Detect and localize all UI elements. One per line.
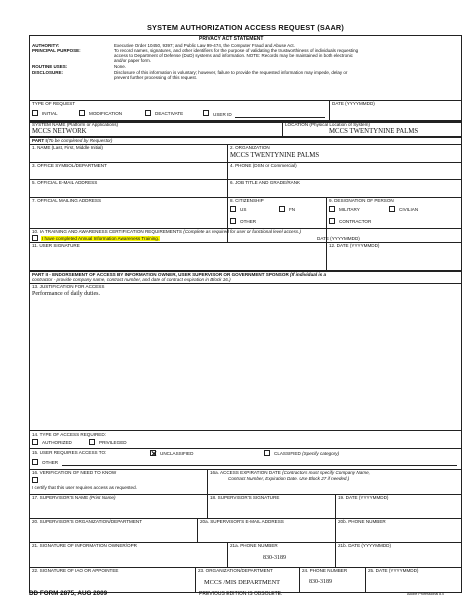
modification-checkbox[interactable] bbox=[79, 110, 85, 116]
us-checkbox[interactable] bbox=[230, 206, 236, 212]
software-note: Adobe Professional 8.0 bbox=[407, 592, 445, 596]
expiration-title: 16a. ACCESS EXPIRATION DATE bbox=[210, 470, 281, 475]
part1-heading: PART I bbox=[32, 138, 47, 143]
justification-label: 13. JUSTIFICATION FOR ACCESS bbox=[32, 284, 105, 289]
user-id-field[interactable] bbox=[235, 117, 325, 118]
unclassified-checkbox[interactable] bbox=[150, 450, 156, 456]
job-title-label: 6. JOB TITLE AND GRADE/RANK bbox=[230, 180, 301, 185]
supervisor-phone-label: 20b. PHONE NUMBER bbox=[338, 519, 386, 524]
user-sign-date-label: 12. DATE (YYYYMMDD) bbox=[329, 243, 380, 248]
other-access-checkbox[interactable] bbox=[32, 459, 38, 465]
location-value[interactable]: MCCS TWENTYNINE PALMS bbox=[329, 128, 419, 135]
iao-org-label: 23. ORGANIZATION/DEPARTMENT bbox=[198, 568, 273, 573]
need-to-know-text: I certify that this user requires access as requested. bbox=[32, 485, 137, 490]
office-symbol-label: 3. OFFICE SYMBOL/DEPARTMENT bbox=[32, 163, 107, 168]
iao-org-value[interactable]: MCCS /MIS DEPARTMENT bbox=[204, 579, 281, 586]
classified-checkbox[interactable] bbox=[264, 450, 270, 456]
citizenship-label: 8. CITIZENSHIP bbox=[230, 198, 264, 203]
routine-text: None. bbox=[114, 64, 127, 69]
contractor-label: CONTRACTOR bbox=[339, 219, 372, 224]
user-id-checkbox[interactable] bbox=[203, 110, 209, 116]
privileged-label: PRIVILEGED bbox=[99, 440, 127, 445]
supervisor-name-note: (Print Name) bbox=[89, 495, 116, 500]
phone-label: 4. PHONE (DSN or Commercial) bbox=[230, 163, 297, 168]
authority-label: AUTHORITY: bbox=[32, 43, 60, 48]
iao-phone-label: 24. PHONE NUMBER bbox=[302, 568, 348, 573]
previous-edition-note: PREVIOUS EDITION IS OBSOLETE. bbox=[199, 591, 283, 597]
supervisor-email-label: 20a. SUPERVISOR'S E-MAIL ADDRESS bbox=[200, 519, 284, 524]
ia-training-text: I have completed Annual Information Awareness Training. bbox=[42, 236, 160, 241]
type-of-request-label: TYPE OF REQUEST bbox=[32, 101, 76, 106]
system-name-value[interactable]: MCCS NETWORK bbox=[32, 128, 87, 135]
part2-heading-note-2: contractor - provide company name, contract number, and date of contract expiration in Block 16.) bbox=[32, 277, 231, 282]
iao-phone-value[interactable]: 830-3189 bbox=[309, 579, 332, 585]
ia-training-checkbox[interactable] bbox=[32, 235, 38, 241]
purpose-label: PRINCIPAL PURPOSE: bbox=[32, 48, 81, 53]
expiration-note-2: Contract Number, Expiration Date. Use Block 27 if needed.) bbox=[228, 476, 350, 481]
part2-heading-note-1: (If individual is a bbox=[290, 272, 327, 277]
ia-training-date-label: DATE (YYYYMMDD) bbox=[317, 236, 360, 241]
military-label: MILITARY bbox=[339, 207, 360, 212]
iao-signature-label: 22. SIGNATURE OF IAO OR APPOINTEE bbox=[32, 568, 119, 573]
disclosure-text-1: Disclosure of this information is voluntary; however, failure to provide the requested information may impede, delay or bbox=[114, 70, 348, 75]
part2-heading-text: PART II - ENDORSEMENT OF ACCESS BY INFORMATION OWNER, USER SUPERVISOR OR GOVERNMENT SPONSOR bbox=[32, 272, 289, 277]
owner-date-label: 21b. DATE (YYYYMMDD) bbox=[338, 543, 392, 548]
supervisor-signature-label: 18. SUPERVISOR'S SIGNATURE bbox=[210, 495, 280, 500]
fn-label: FN bbox=[289, 207, 296, 212]
purpose-text-3: and/or paper form. bbox=[114, 58, 152, 63]
ia-training-note: (Complete as required for user or functional level access.) bbox=[183, 229, 302, 234]
supervisor-date-label: 19. DATE (YYYYMMDD) bbox=[338, 495, 389, 500]
designation-label: 9. DESIGNATION OF PERSON bbox=[329, 198, 394, 203]
purpose-text-2: access to Department of Defense (DoD) systems and information. NOTE: Records may be maintained in both electronic bbox=[114, 53, 353, 58]
organization-label: 2. ORGANIZATION bbox=[230, 145, 270, 150]
classified-text: CLASSIFIED bbox=[274, 451, 301, 456]
other-access-label: OTHER bbox=[42, 460, 59, 465]
expiration-label bbox=[210, 470, 370, 475]
other-access-field[interactable] bbox=[62, 465, 457, 466]
ia-training-title: 10. IA TRAINING AND AWARENESS CERTIFICATION REQUIREMENTS bbox=[32, 229, 183, 234]
modification-label: MODIFICATION bbox=[89, 111, 123, 116]
privacy-heading: PRIVACY ACT STATEMENT bbox=[199, 36, 264, 42]
request-date-label: DATE (YYYYMMDD) bbox=[332, 101, 375, 106]
authorized-checkbox[interactable] bbox=[32, 439, 38, 445]
user-signature-label: 11. USER SIGNATURE bbox=[32, 243, 80, 248]
routine-label: ROUTINE USES: bbox=[32, 64, 68, 69]
disclosure-text-2: prevent further processing of this request. bbox=[114, 75, 198, 80]
privileged-checkbox[interactable] bbox=[89, 439, 95, 445]
other-citizenship-checkbox[interactable] bbox=[230, 218, 236, 224]
saar-form bbox=[29, 22, 462, 597]
iao-date-label: 25. DATE (YYYYMMDD) bbox=[368, 568, 419, 573]
mailing-address-label: 7. OFFICIAL MAILING ADDRESS bbox=[32, 198, 102, 203]
name-label: 1. NAME (Last, First, Middle Initial) bbox=[32, 145, 103, 150]
fn-checkbox[interactable] bbox=[279, 206, 285, 212]
need-to-know-label: 16. VERIFICATION OF NEED TO KNOW bbox=[32, 470, 117, 475]
military-checkbox[interactable] bbox=[329, 206, 335, 212]
supervisor-org-label: 20. SUPERVISOR'S ORGANIZATION/DEPARTMENT bbox=[32, 519, 143, 524]
authorized-label: AUTHORIZED bbox=[42, 440, 72, 445]
us-label: US bbox=[240, 207, 247, 212]
ia-training-label bbox=[32, 229, 301, 234]
user-id-label: USER ID bbox=[213, 112, 232, 117]
supervisor-name-label bbox=[32, 495, 116, 500]
civilian-label: CIVILIAN bbox=[399, 207, 419, 212]
email-label: 5. OFFICIAL E-MAIL ADDRESS bbox=[32, 180, 98, 185]
unclassified-label: UNCLASSIFIED bbox=[160, 451, 194, 456]
justification-value[interactable]: Performance of daily duties. bbox=[32, 291, 100, 297]
initial-label: INITIAL bbox=[42, 111, 58, 116]
disclosure-label: DISCLOSURE: bbox=[32, 70, 64, 75]
system-name-label: SYSTEM NAME (Platform or Applications) bbox=[32, 122, 119, 127]
deactivate-checkbox[interactable] bbox=[145, 110, 151, 116]
owner-signature-label: 21. SIGNATURE OF INFORMATION OWNER/OPR bbox=[32, 543, 137, 548]
civilian-checkbox[interactable] bbox=[389, 206, 395, 212]
need-to-know-checkbox[interactable] bbox=[32, 477, 38, 483]
other-citizenship-label: OTHER bbox=[240, 219, 257, 224]
initial-checkbox[interactable] bbox=[32, 110, 38, 116]
part1-note: (To be completed by Requestor) bbox=[47, 138, 113, 143]
form-title: SYSTEM AUTHORIZATION ACCESS REQUEST (SAAR) bbox=[146, 23, 345, 32]
organization-value[interactable]: MCCS TWENTYNINE PALMS bbox=[230, 152, 320, 159]
location-label: LOCATION (Physical Location of System) bbox=[285, 122, 370, 127]
classified-label bbox=[274, 451, 339, 456]
requires-access-label: 15. USER REQUIRES ACCESS TO: bbox=[32, 450, 107, 455]
owner-phone-label: 21a. PHONE NUMBER bbox=[230, 543, 278, 548]
purpose-text-1: To record names, signatures, and other identifiers for the purpose of validating the trustworthiness of individuals requesting bbox=[114, 48, 359, 53]
access-type-label: 14. TYPE OF ACCESS REQUIRED: bbox=[32, 432, 106, 437]
authority-text: Executive Order 10450, 9397; and Public Law 99-474, the Computer Fraud and Abuse Act. bbox=[114, 43, 295, 48]
form-id: DD FORM 2875, AUG 2009 bbox=[29, 590, 108, 597]
expiration-note-1: (Contractors must specify Company Name, bbox=[282, 470, 370, 475]
contractor-checkbox[interactable] bbox=[329, 218, 335, 224]
supervisor-name-text: 17. SUPERVISOR'S NAME bbox=[32, 495, 89, 500]
classified-note: (Specify category) bbox=[302, 451, 340, 456]
owner-phone-value[interactable]: 830-3189 bbox=[263, 555, 286, 561]
deactivate-label: DEACTIVATE bbox=[155, 111, 184, 116]
